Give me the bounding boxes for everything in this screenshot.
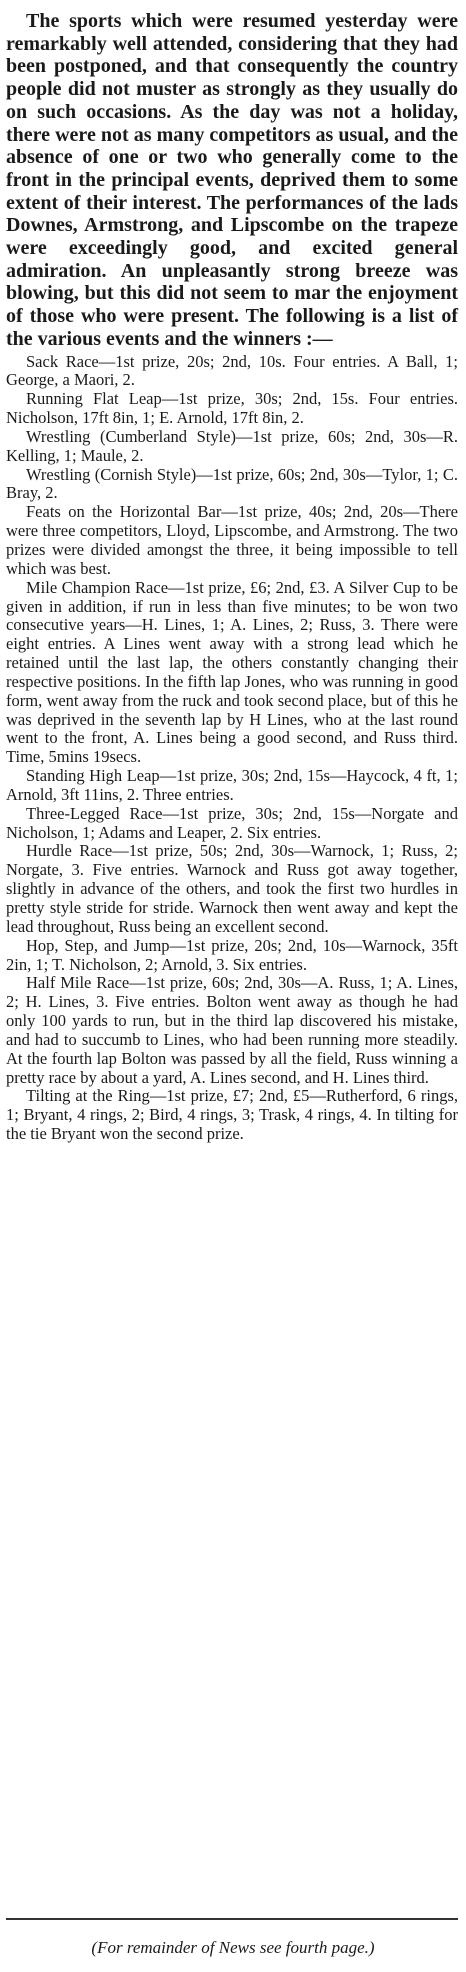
event-text: Wrestling (Cumberland Style)—1st prize, 60s; 2nd, 30s—R. Kelling, 1; Maule, 2. bbox=[6, 426, 458, 465]
event-text: Tilting at the Ring—1st prize, £7; 2nd, £5—Rutherford, 6 rings, 1; Bryant, 4 rings, 2; Bird, 4 rings, 3; Trask, 4 rings, 4. In tilting for the tie Bryant won the second prize. bbox=[6, 1086, 458, 1144]
event-text: Wrestling (Cornish Style)—1st prize, 60s; 2nd, 30s—Tylor, 1; C. Bray, 2. bbox=[6, 464, 458, 503]
event-three-legged-race bbox=[6, 805, 458, 843]
event-text: Half Mile Race—1st prize, 60s; 2nd, 30s—A. Russ, 1; A. Lines, 2; H. Lines, 3. Five entries. Bolton went away as though he had only 100 yards to run, but in the third lap discovered his mistake, and had to succumb to Lines, who had been running more steadily. At the fourth lap Bolton was passed by all the field, Russ winning a pretty race by about a yard, A. Lines second, and H. Lines third. bbox=[6, 973, 458, 1087]
article-column bbox=[6, 10, 458, 1144]
event-standing-high-leap bbox=[6, 767, 458, 805]
event-text: Running Flat Leap—1st prize, 30s; 2nd, 15s. Four entries. Nicholson, 17ft 8in, 1; E. Arnold, 17ft 8in, 2. bbox=[6, 389, 458, 428]
event-text: Hurdle Race—1st prize, 50s; 2nd, 30s—Warnock, 1; Russ, 2; Norgate, 3. Five entries. Warnock and Russ got away together, slightly in advance of the others, and took the first two hurdles in pretty style stride for stride. Warnock then went away and kept the lead throughout, Russ being an excellent second. bbox=[6, 841, 458, 936]
event-sack-race bbox=[6, 353, 458, 391]
event-half-mile-race bbox=[6, 974, 458, 1087]
intro-text: The sports which were resumed yesterday were remarkably well attended, considering that they had been postponed, and that consequently the country people did not muster as strongly as they usually do on such occasions. As the day was not a holiday, there were not as many competitors as usual, and the absence of one or two who generally come to the front in the principal events, deprived them to some extent of their interest. The performances of the lads Downes, Armstrong, and Lipscombe on the trapeze were exceedingly good, and excited general admiration. An unpleasantly strong breeze was blowing, but this did not seem to mar the enjoyment of those who were present. The following is a list of the various events and the winners :— bbox=[6, 10, 458, 350]
section-divider bbox=[6, 1918, 458, 1920]
article-intro bbox=[6, 10, 458, 351]
event-text: Three-Legged Race—1st prize, 30s; 2nd, 15s—Norgate and Nicholson, 1; Adams and Leaper, 2. Six entries. bbox=[6, 803, 458, 842]
event-hop-step-jump bbox=[6, 937, 458, 975]
event-text: Feats on the Horizontal Bar—1st prize, 40s; 2nd, 20s—There were three competitors, Lloyd, Lipscombe, and Armstrong. The two prizes were divided amongst the three, it being impossible to tell which was best. bbox=[6, 502, 458, 578]
event-horizontal-bar bbox=[6, 503, 458, 578]
event-tilting-at-ring bbox=[6, 1087, 458, 1144]
event-hurdle-race bbox=[6, 842, 458, 936]
event-text: Hop, Step, and Jump—1st prize, 20s; 2nd, 10s—Warnock, 35ft 2in, 1; T. Nicholson, 2; Arnold, 3. Six entries. bbox=[6, 935, 458, 974]
event-running-flat-leap bbox=[6, 390, 458, 428]
continuation-note: (For remainder of News see fourth page.) bbox=[91, 1938, 375, 1957]
event-mile-champion-race bbox=[6, 579, 458, 767]
event-text: Mile Champion Race—1st prize, £6; 2nd, £3. A Silver Cup to be given in addition, if run in less than five minutes; to be won two consecutive years—H. Lines, 1; A. Lines, 2; Russ, 3. There were eight entries. A Lines went away with a strong lead which he retained until the last lap, the others constantly changing their respective positions. In the fifth lap Jones, who was running in good form, went away from the ruck and took second place, but of this he was deprived in the seventh lap by H Lines, who at the last round went to the front, A. Lines being a good second, and Russ third. Time, 5mins 19secs. bbox=[6, 577, 458, 767]
event-wrestling-cornish bbox=[6, 466, 458, 504]
event-text: Standing High Leap—1st prize, 30s; 2nd, 15s—Haycock, 4 ft, 1; Arnold, 3ft 11ins, 2. Three entries. bbox=[6, 766, 458, 804]
event-wrestling-cumberland bbox=[6, 428, 458, 466]
event-text: Sack Race—1st prize, 20s; 2nd, 10s. Four entries. A Ball, 1; George, a Maori, 2. bbox=[6, 351, 458, 390]
